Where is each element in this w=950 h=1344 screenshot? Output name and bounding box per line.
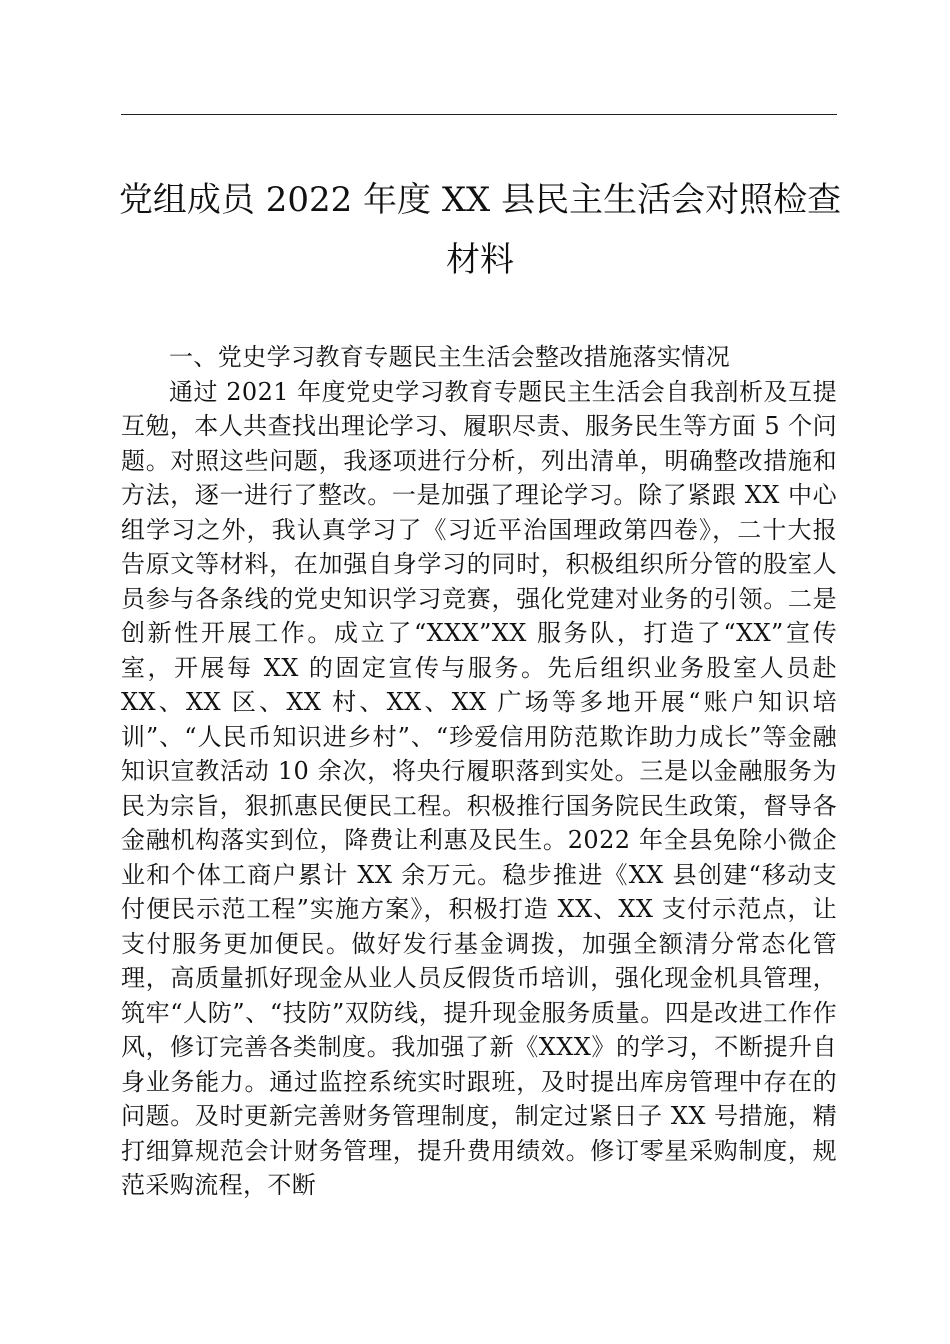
body-paragraph: 通过 2021 年度党史学习教育专题民主生活会自我剖析及互提互勉，本人共查找出理论学习、履职尽责、服务民生等方面 5 个问题。对照这些问题，我逐项进行分析，列出清单，明确整改措施和方法，逐一进行了整改。一是加强了理论学习。除了紧跟 XX 中心组学习之外，我认真学习了《习近平治国理政第四卷》，二十大报告原文等材料，在加强自身学习的同时，积极组织所分管的股室人员参与各条线的党史知识学习竞赛，强化党建对业务的引领。二是创新性开展工作。成立了“XXX”XX 服务队，打造了“XX”宣传室，开展每 XX 的固定宣传与服务。先后组织业务股室人员赴 XX、XX 区、XX 村、XX、XX 广场等多地开展“账户知识培训”、“人民币知识进乡村”、“珍爱信用防范欺诈助力成长”等金融知识宣教活动 10 余次，将央行履职落到实处。三是以金融服务为民为宗旨，狠抓惠民便民工程。积极推行国务院民生政策，督导各金融机构落实到位，降费让利惠及民生。2022 年全县免除小微企业和个体工商户累计 XX 余万元。稳步推进《XX 县创建“移动支付便民示范工程”实施方案》，积极打造 XX、XX 支付示范点，让支付服务更加便民。做好发行基金调拨，加强全额清分常态化管理，高质量抓好现金从业人员反假货币培训，强化现金机具管理，筑牢“人防”、“技防”双防线，提升现金服务质量。四是改进工作作风，修订完善各类制度。我加强了新《XXX》的学习，不断提升自身业务能力。通过监控系统实时跟班，及时提出库房管理中存在的问题。及时更新完善财务管理制度，制定过紧日子 XX 号措施，精打细算规范会计财务管理，提升费用绩效。修订零星采购制度，规范采购流程，不断 [121,377,837,1199]
document-body [121,340,837,1203]
document-title [110,172,850,288]
section-heading: 一、党史学习教育专题民主生活会整改措施落实情况 [169,343,731,371]
header-divider [121,114,837,115]
title-line-1: 党组成员 2022 年度 XX 县民主生活会对照检查 [118,180,842,220]
title-line-2: 材料 [446,240,514,280]
